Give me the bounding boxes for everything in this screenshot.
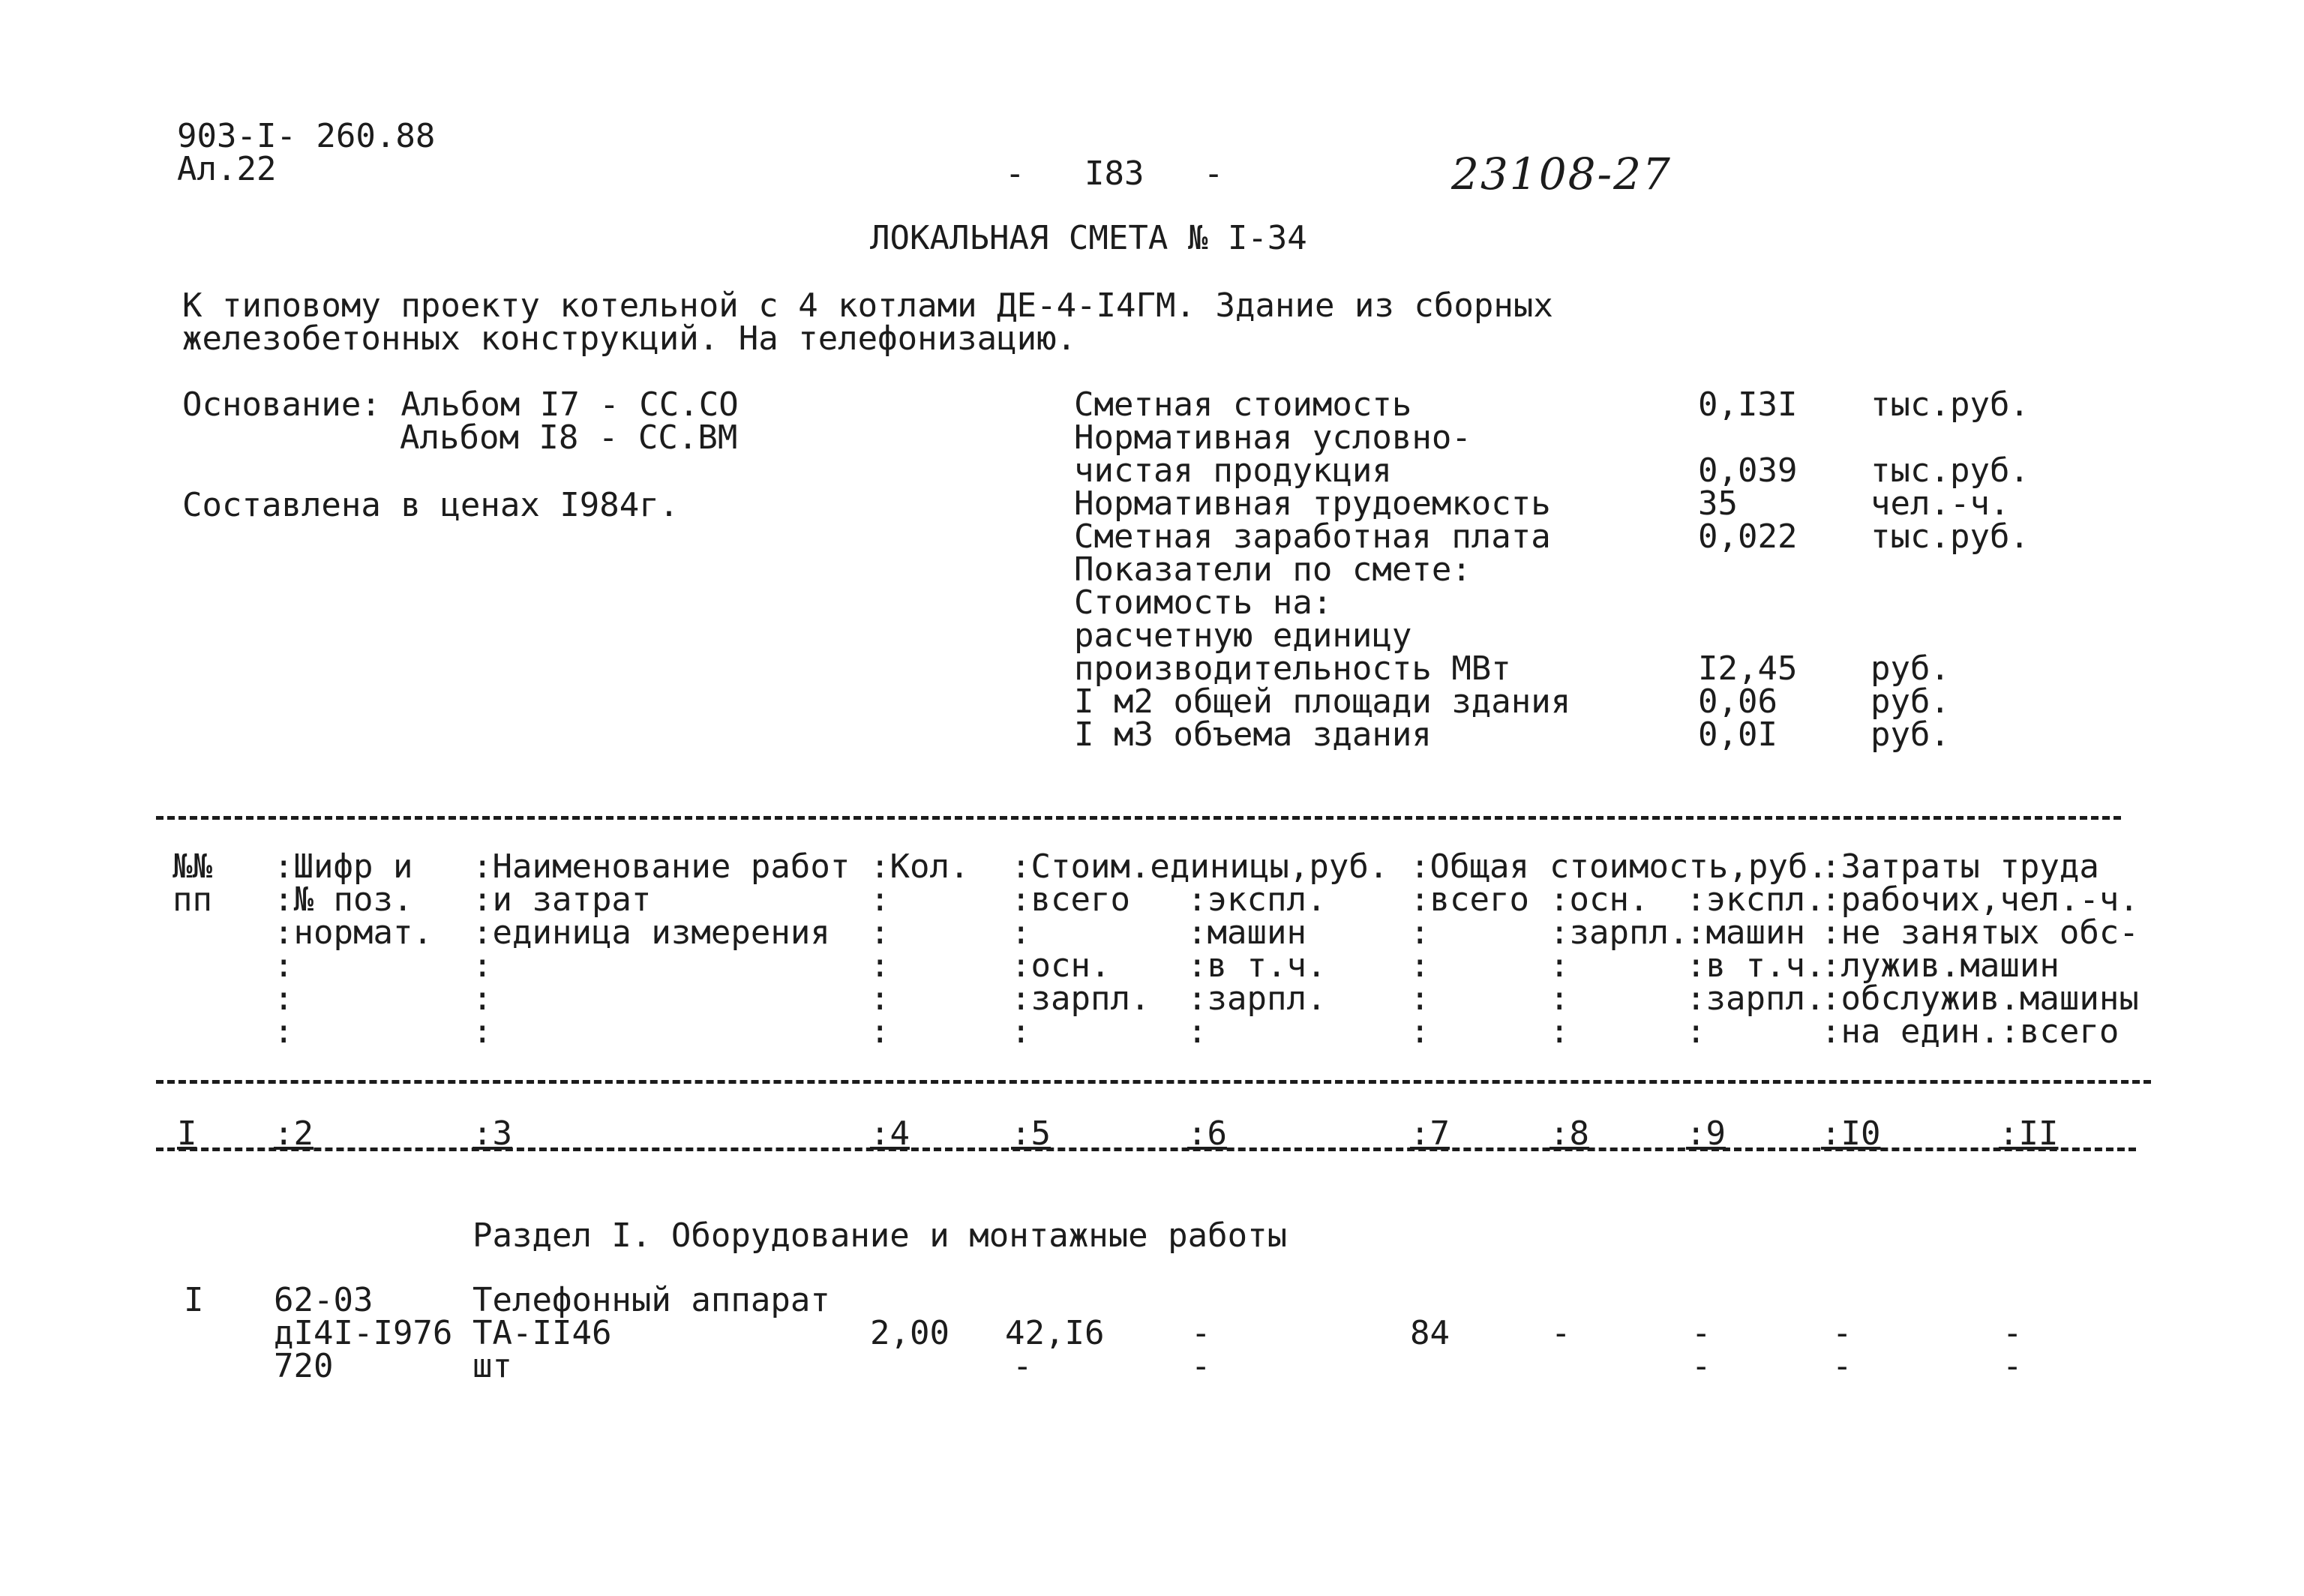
- page-number: - I83 -: [1005, 154, 1224, 193]
- summary-unit: руб.: [1870, 682, 1950, 721]
- header-unit-cost: :Стоим.единицы,руб. :всего : :осн. :зарпл. :: [1011, 848, 1389, 1051]
- row-total: 84: [1410, 1314, 1450, 1352]
- row-labor-total-2: -: [2002, 1347, 2023, 1385]
- album-number: Ал.22: [177, 150, 277, 188]
- header-quantity: :Кол. : : : : :: [870, 848, 970, 1051]
- header-unit-machine: :экспл. :машин :в т.ч. :зарпл. :: [1187, 880, 1327, 1051]
- summary-value: 0,I3I: [1698, 386, 1798, 424]
- row-total-salary: -: [1551, 1314, 1571, 1352]
- header-code: :Шифр и :№ поз. :нормат. : : :: [274, 848, 433, 1051]
- column-number: I: [177, 1114, 197, 1153]
- summary-unit: тыс.руб.: [1870, 518, 2030, 556]
- summary-label: I м2 общей площади здания: [1074, 682, 1571, 721]
- row-labor-unit-2: -: [1832, 1347, 1852, 1385]
- summary-unit: чел.-ч.: [1870, 484, 2010, 523]
- summary-unit: тыс.руб.: [1870, 452, 2030, 490]
- row-name: Телефонный аппарат ТА-II46 шт: [472, 1281, 830, 1385]
- row-total-machine-salary: -: [1691, 1347, 1712, 1385]
- section-title: Раздел I. Оборудование и монтажные работы: [472, 1216, 1288, 1255]
- header-total-cost: :Общая :всего : : : :: [1410, 848, 1529, 1051]
- column-number: :8: [1550, 1114, 1589, 1153]
- summary-label: Сметная заработная плата: [1074, 518, 1551, 556]
- header-row-number: №№ пп: [172, 848, 212, 919]
- summary-value: 35: [1698, 484, 1738, 523]
- summary-label: расчетную единицу: [1074, 616, 1412, 655]
- row-code: 62-03 дI4I-I976 720: [274, 1281, 453, 1385]
- table-top-divider: [156, 816, 2121, 820]
- column-number: :3: [472, 1114, 512, 1153]
- row-labor-unit: -: [1832, 1314, 1852, 1352]
- row-unit-total: 42,I6: [1005, 1314, 1105, 1352]
- row-labor-total: -: [2002, 1314, 2023, 1352]
- row-total-machine: -: [1691, 1314, 1712, 1352]
- table-header-divider: [156, 1080, 2151, 1084]
- summary-unit: руб.: [1870, 650, 1950, 688]
- summary-value: 0,022: [1698, 518, 1798, 556]
- summary-label: производительность МВт: [1074, 650, 1511, 688]
- summary-label: Показатели по смете:: [1074, 550, 1472, 589]
- description-line-1: К типовому проекту котельной с 4 котлами ДЕ-4-I4ГМ. Здание из сборных: [182, 286, 1553, 325]
- basis-line-2: Альбом I8 - СС.ВМ: [400, 418, 738, 457]
- summary-label: чистая продукция: [1074, 452, 1392, 490]
- row-unit-machine: -: [1191, 1314, 1211, 1352]
- summary-label: Стоимость на:: [1074, 584, 1333, 622]
- summary-unit: тыс.руб.: [1870, 386, 2030, 424]
- summary-label: I м3 объема здания: [1074, 716, 1432, 754]
- column-number: :6: [1187, 1114, 1227, 1153]
- summary-label: Сметная стоимость: [1074, 386, 1412, 424]
- header-total-salary: стоимость,руб. :осн. :зарпл. : : :: [1550, 848, 1828, 1051]
- column-numbers-divider: [156, 1148, 2136, 1151]
- document-title: ЛОКАЛЬНАЯ СМЕТА № I-34: [870, 219, 1307, 257]
- column-number: :7: [1410, 1114, 1450, 1153]
- column-number: :II: [1999, 1114, 2059, 1153]
- summary-label: Нормативная трудоемкость: [1074, 484, 1551, 523]
- handwritten-number: 23108-27: [1451, 148, 1672, 200]
- column-number: :9: [1686, 1114, 1726, 1153]
- summary-value: 0,06: [1698, 682, 1778, 721]
- row-quantity: 2,00: [870, 1314, 950, 1352]
- header-total-machine: :экспл. :машин :в т.ч. :зарпл. :: [1686, 880, 1826, 1051]
- column-number: :I0: [1821, 1114, 1881, 1153]
- column-number: :4: [870, 1114, 910, 1153]
- header-name: :Наименование работ :и затрат :единица измерения : : :: [472, 848, 850, 1051]
- row-unit-salary: -: [1012, 1347, 1033, 1385]
- row-unit-machine-salary: -: [1191, 1347, 1211, 1385]
- row-number: I: [184, 1281, 204, 1319]
- summary-label: Нормативная условно-: [1074, 418, 1472, 457]
- summary-unit: руб.: [1870, 716, 1950, 754]
- column-number: :5: [1011, 1114, 1051, 1153]
- summary-value: 0,0I: [1698, 716, 1778, 754]
- prices-year: Составлена в ценах I984г.: [182, 486, 680, 524]
- summary-value: 0,039: [1698, 452, 1798, 490]
- summary-value: I2,45: [1698, 650, 1798, 688]
- description-line-2: железобетонных конструкций. На телефонизацию.: [182, 320, 1077, 358]
- column-number: :2: [274, 1114, 314, 1153]
- header-labor: :Затраты труда :рабочих,чел.-ч. :не занятых обс- :лужив.машин :обслужив.машины :на един.:всего: [1821, 848, 2139, 1051]
- basis-line-1: Основание: Альбом I7 - СС.СО: [182, 386, 739, 424]
- document-code: 903-I- 260.88: [177, 117, 436, 155]
